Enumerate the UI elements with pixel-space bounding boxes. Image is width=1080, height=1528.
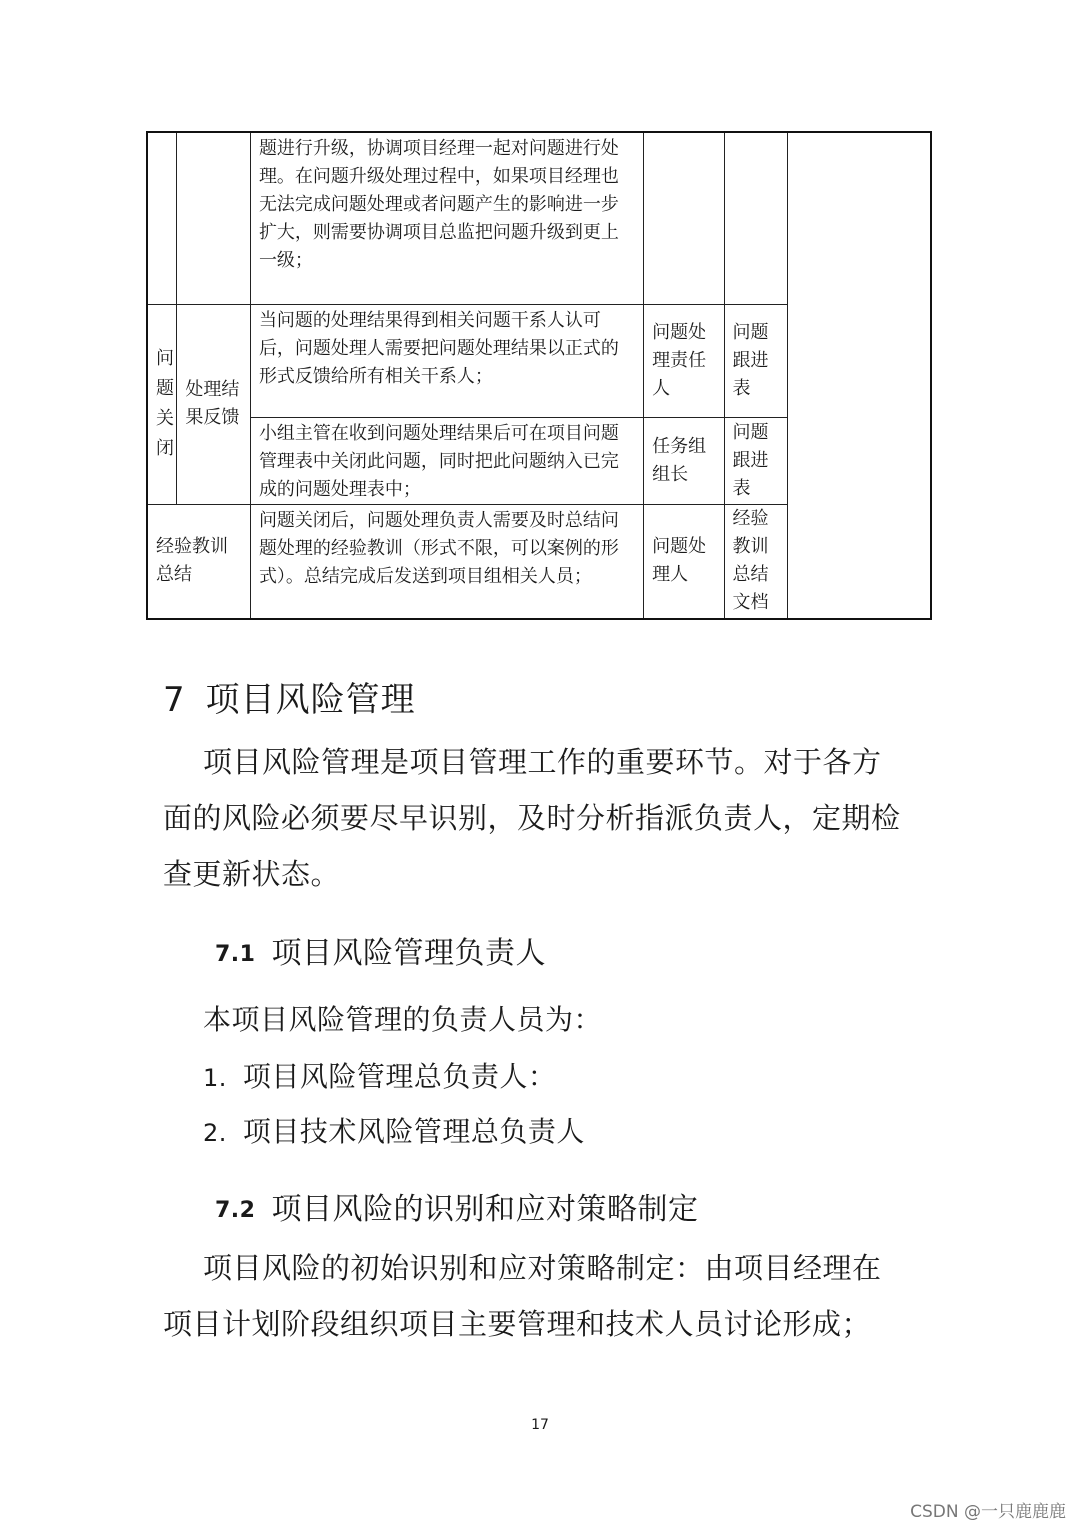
- table-cell-empty: [177, 132, 251, 304]
- table-cell-empty: [644, 132, 724, 304]
- section-7-1-intro: 本项目风险管理的负责人员为：: [203, 1003, 603, 1036]
- table-cell-empty: [147, 132, 177, 304]
- table-row: [147, 132, 931, 304]
- table-cell-owner: 问题处理人: [644, 504, 724, 619]
- table-cell-phase: [147, 304, 177, 504]
- section-title: 项目风险的识别和应对策略制定: [271, 1192, 699, 1227]
- section-number: 7.2: [215, 1198, 256, 1223]
- list-text: 项目技术风险管理总负责人: [242, 1115, 585, 1148]
- section-7-2-heading: [215, 1184, 698, 1228]
- section-7-1-heading: [215, 928, 546, 972]
- section-number: 7.1: [215, 942, 256, 967]
- table-cell-description: 题进行升级，协调项目经理一起对问题进行处理。在问题升级处理过程中，如果项目经理也无法完成问题处理或者问题产生的影响进一步扩大，则需要协调项目总监把问题升级到更上一级；: [250, 132, 643, 304]
- list-number: 1.: [203, 1064, 227, 1092]
- table-cell-output: 经验教训总结文档: [724, 504, 787, 619]
- section-title: 项目风险管理: [205, 680, 416, 720]
- list-number: 2.: [203, 1119, 227, 1147]
- table-cell-description: 当问题的处理结果得到相关问题干系人认可后，问题处理人需要把问题处理结果以正式的形式反馈给所有相关干系人；: [250, 304, 643, 417]
- list-item: [203, 1110, 585, 1150]
- issue-process-table: [146, 131, 932, 620]
- table-cell-blank-column: [787, 132, 931, 619]
- table-cell-description: 问题关闭后，问题处理负责人需要及时总结问题处理的经验教训（形式不限，可以案例的形式）。总结完成后发送到项目组相关人员；: [250, 504, 643, 619]
- table-cell-phase: 经验教训总结: [147, 504, 250, 619]
- table-cell-owner: 任务组组长: [644, 417, 724, 504]
- section-7-heading: [163, 672, 416, 721]
- table-cell-output: 问题跟进表: [724, 304, 787, 417]
- table-cell-empty: [724, 132, 787, 304]
- section-title: 项目风险管理负责人: [271, 936, 546, 971]
- table-cell-description: 小组主管在收到问题处理结果后可在项目问题管理表中关闭此问题，同时把此问题纳入已完成的问题处理表中；: [250, 417, 643, 504]
- table-cell-step: 处理结果反馈: [177, 304, 251, 504]
- list-item: [203, 1055, 556, 1095]
- section-7-paragraph: 项目风险管理是项目管理工作的重要环节。对于各方面的风险必须要尽早识别，及时分析指派负责人，定期检查更新状态。: [163, 745, 901, 891]
- phase-label: 问题关闭: [156, 348, 174, 459]
- section-7-2-paragraph: 项目风险的初始识别和应对策略制定：由项目经理在项目计划阶段组织项目主要管理和技术人员讨论形成；: [163, 1251, 882, 1341]
- table-cell-output: 问题跟进表: [724, 417, 787, 504]
- list-text: 项目风险管理总负责人：: [242, 1060, 557, 1093]
- page-number: 17: [531, 1417, 549, 1433]
- watermark: CSDN @一只鹿鹿鹿: [910, 1502, 1066, 1522]
- section-number: 7: [163, 680, 186, 720]
- table-cell-owner: 问题处理责任人: [644, 304, 724, 417]
